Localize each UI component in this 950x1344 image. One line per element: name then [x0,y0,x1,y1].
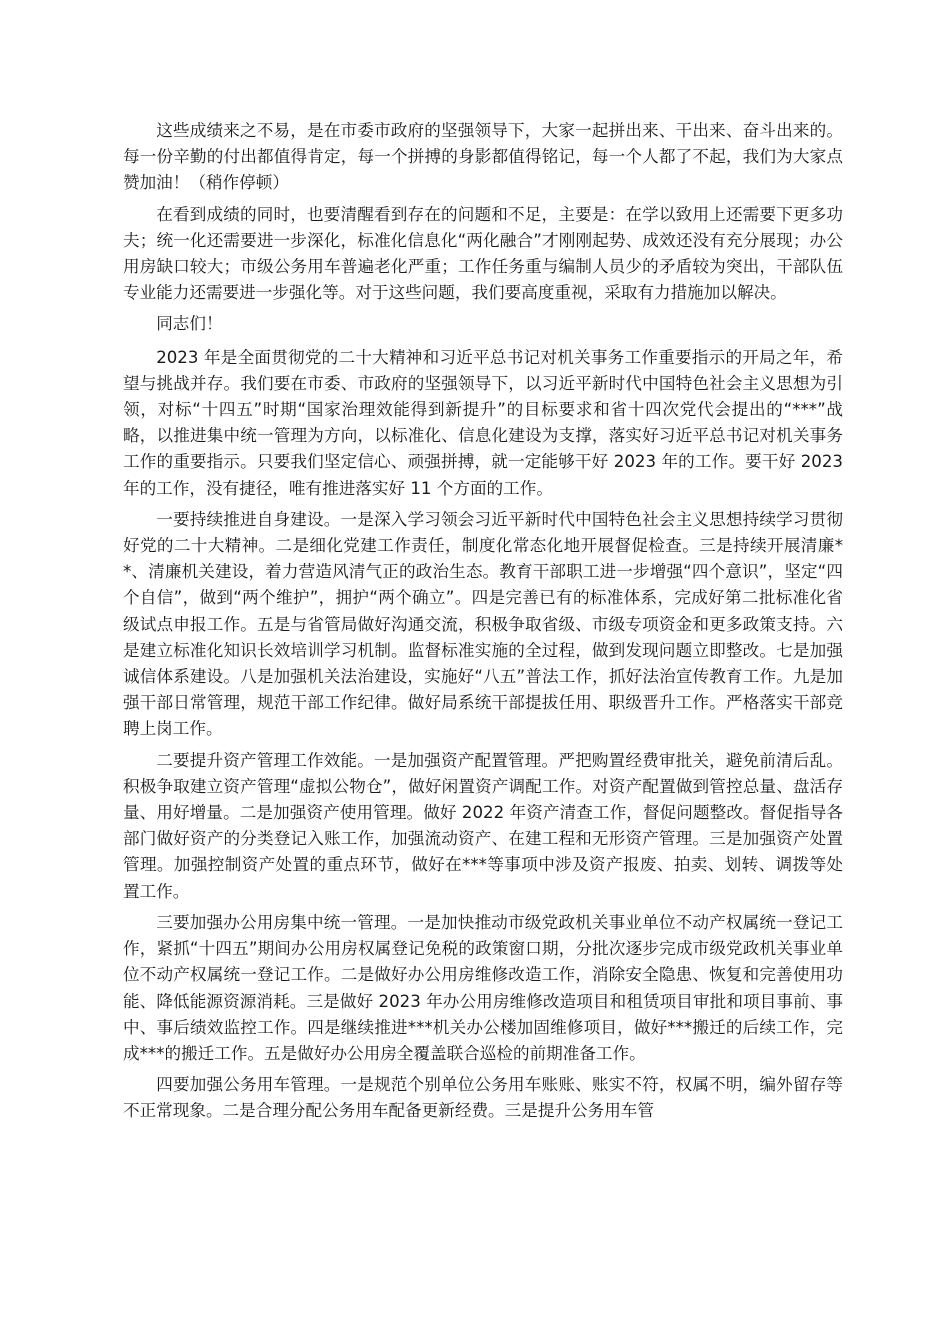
paragraph-office-housing: 三要加强办公用房集中统一管理。一是加快推动市级党政机关事业单位不动产权属统一登记工作，紧抓“十四五”期间办公用房权属登记免税的政策窗口期，分批次逐步完成市级党政机关事业单位不动产权属统一登记工作。二是做好办公用房维修改造工作，消除安全隐患、恢复和完善使用功能、降低能源资源消耗。三是做好 2023 年办公用房维修改造项目和租赁项目审批和项目事前、事中、事后绩效监控工作。四是继续推进***机关办公楼加固维修项目，做好***搬迁的后续工作，完成***的搬迁工作。五是做好办公用房全覆盖联合巡检的前期准备工作。 [123,912,843,1063]
paragraph-self-building: 一要持续推进自身建设。一是深入学习领会习近平新时代中国特色社会主义思想持续学习贯彻好党的二十大精神。二是细化党建工作责任，制度化常态化地开展督促检查。三是持续开展清廉**、清廉机关建设，着力营造风清气正的政治生态。教育干部职工进一步增强“四个意识”，坚定“四个自信”，做到“两个维护”，拥护“两个确立”。四是完善已有的标准体系，完成好第二批标准化省级试点申报工作。五是与省管局做好沟通交流，积极争取省级、市级专项资金和更多政策支持。六是建立标准化知识长效培训学习机制。监督标准实施的全过程，做到发现问题立即整改。七是加强诚信体系建设。八是加强机关法治建设，实施好“八五”普法工作，抓好法治宣传教育工作。九是加强干部日常管理，规范干部工作纪律。做好局系统干部提拔任用、职级晋升工作。严格落实干部竞聘上岗工作。 [123,509,843,739]
paragraph-2023-outlook: 2023 年是全面贯彻党的二十大精神和习近平总书记对机关事务工作重要指示的开局之年，希望与挑战并存。我们要在市委、市政府的坚强领导下，以习近平新时代中国特色社会主义思想为引领，对标“十四五”时期“国家治理效能得到新提升”的目标要求和省十四次党代会提出的“***”战略，以推进集中统一管理为方向，以标准化、信息化建设为支撑，落实好习近平总书记对机关事务工作的重要指示。只要我们坚定信心、顽强拼搏，就一定能够干好 2023 年的工作。要干好 2023 年的工作，没有捷径，唯有推进落实好 11 个方面的工作。 [123,347,843,498]
paragraph-official-vehicles: 四要加强公务用车管理。一是规范个别单位公务用车账账、账实不符，权属不明，编外留存等不正常现象。二是合理分配公务用车配备更新经费。三是提升公务用车管 [123,1075,843,1121]
paragraph-achievements: 这些成绩来之不易，是在市委市政府的坚强领导下，大家一起拼出来、干出来、奋斗出来的。每一份辛勤的付出都值得肯定，每一个拼搏的身影都值得铭记，每一个人都了不起，我们为大家点赞加油！（稍作停顿） [123,121,843,193]
paragraph-problems: 在看到成绩的同时，也要清醒看到存在的问题和不足，主要是：在学以致用上还需要下更多功夫；统一化还需要进一步深化，标准化信息化“两化融合”才刚刚起势、成效还没有充分展现；办公用房缺口较大；市级公务用车普遍老化严重；工作任务重与编制人员少的矛盾较为突出，干部队伍专业能力还需要进一步强化等。对于这些问题，我们要高度重视，采取有力措施加以解决。 [123,204,843,303]
document-page [123,118,843,1130]
paragraph-salutation: 同志们！ [156,314,223,334]
paragraph-asset-management: 二要提升资产管理工作效能。一是加强资产配置管理。严把购置经费审批关，避免前清后乱。积极争取建立资产管理“虚拟公物仓”，做好闲置资产调配工作。对资产配置做到管控总量、盘活存量、用好增量。二是加强资产使用管理。做好 2022 年资产清查工作，督促问题整改。督促指导各部门做好资产的分类登记入账工作，加强流动资产、在建工程和无形资产管理。三是加强资产处置管理。加强控制资产处置的重点环节，做好在***等事项中涉及资产报废、拍卖、划转、调拨等处置工作。 [123,750,843,901]
